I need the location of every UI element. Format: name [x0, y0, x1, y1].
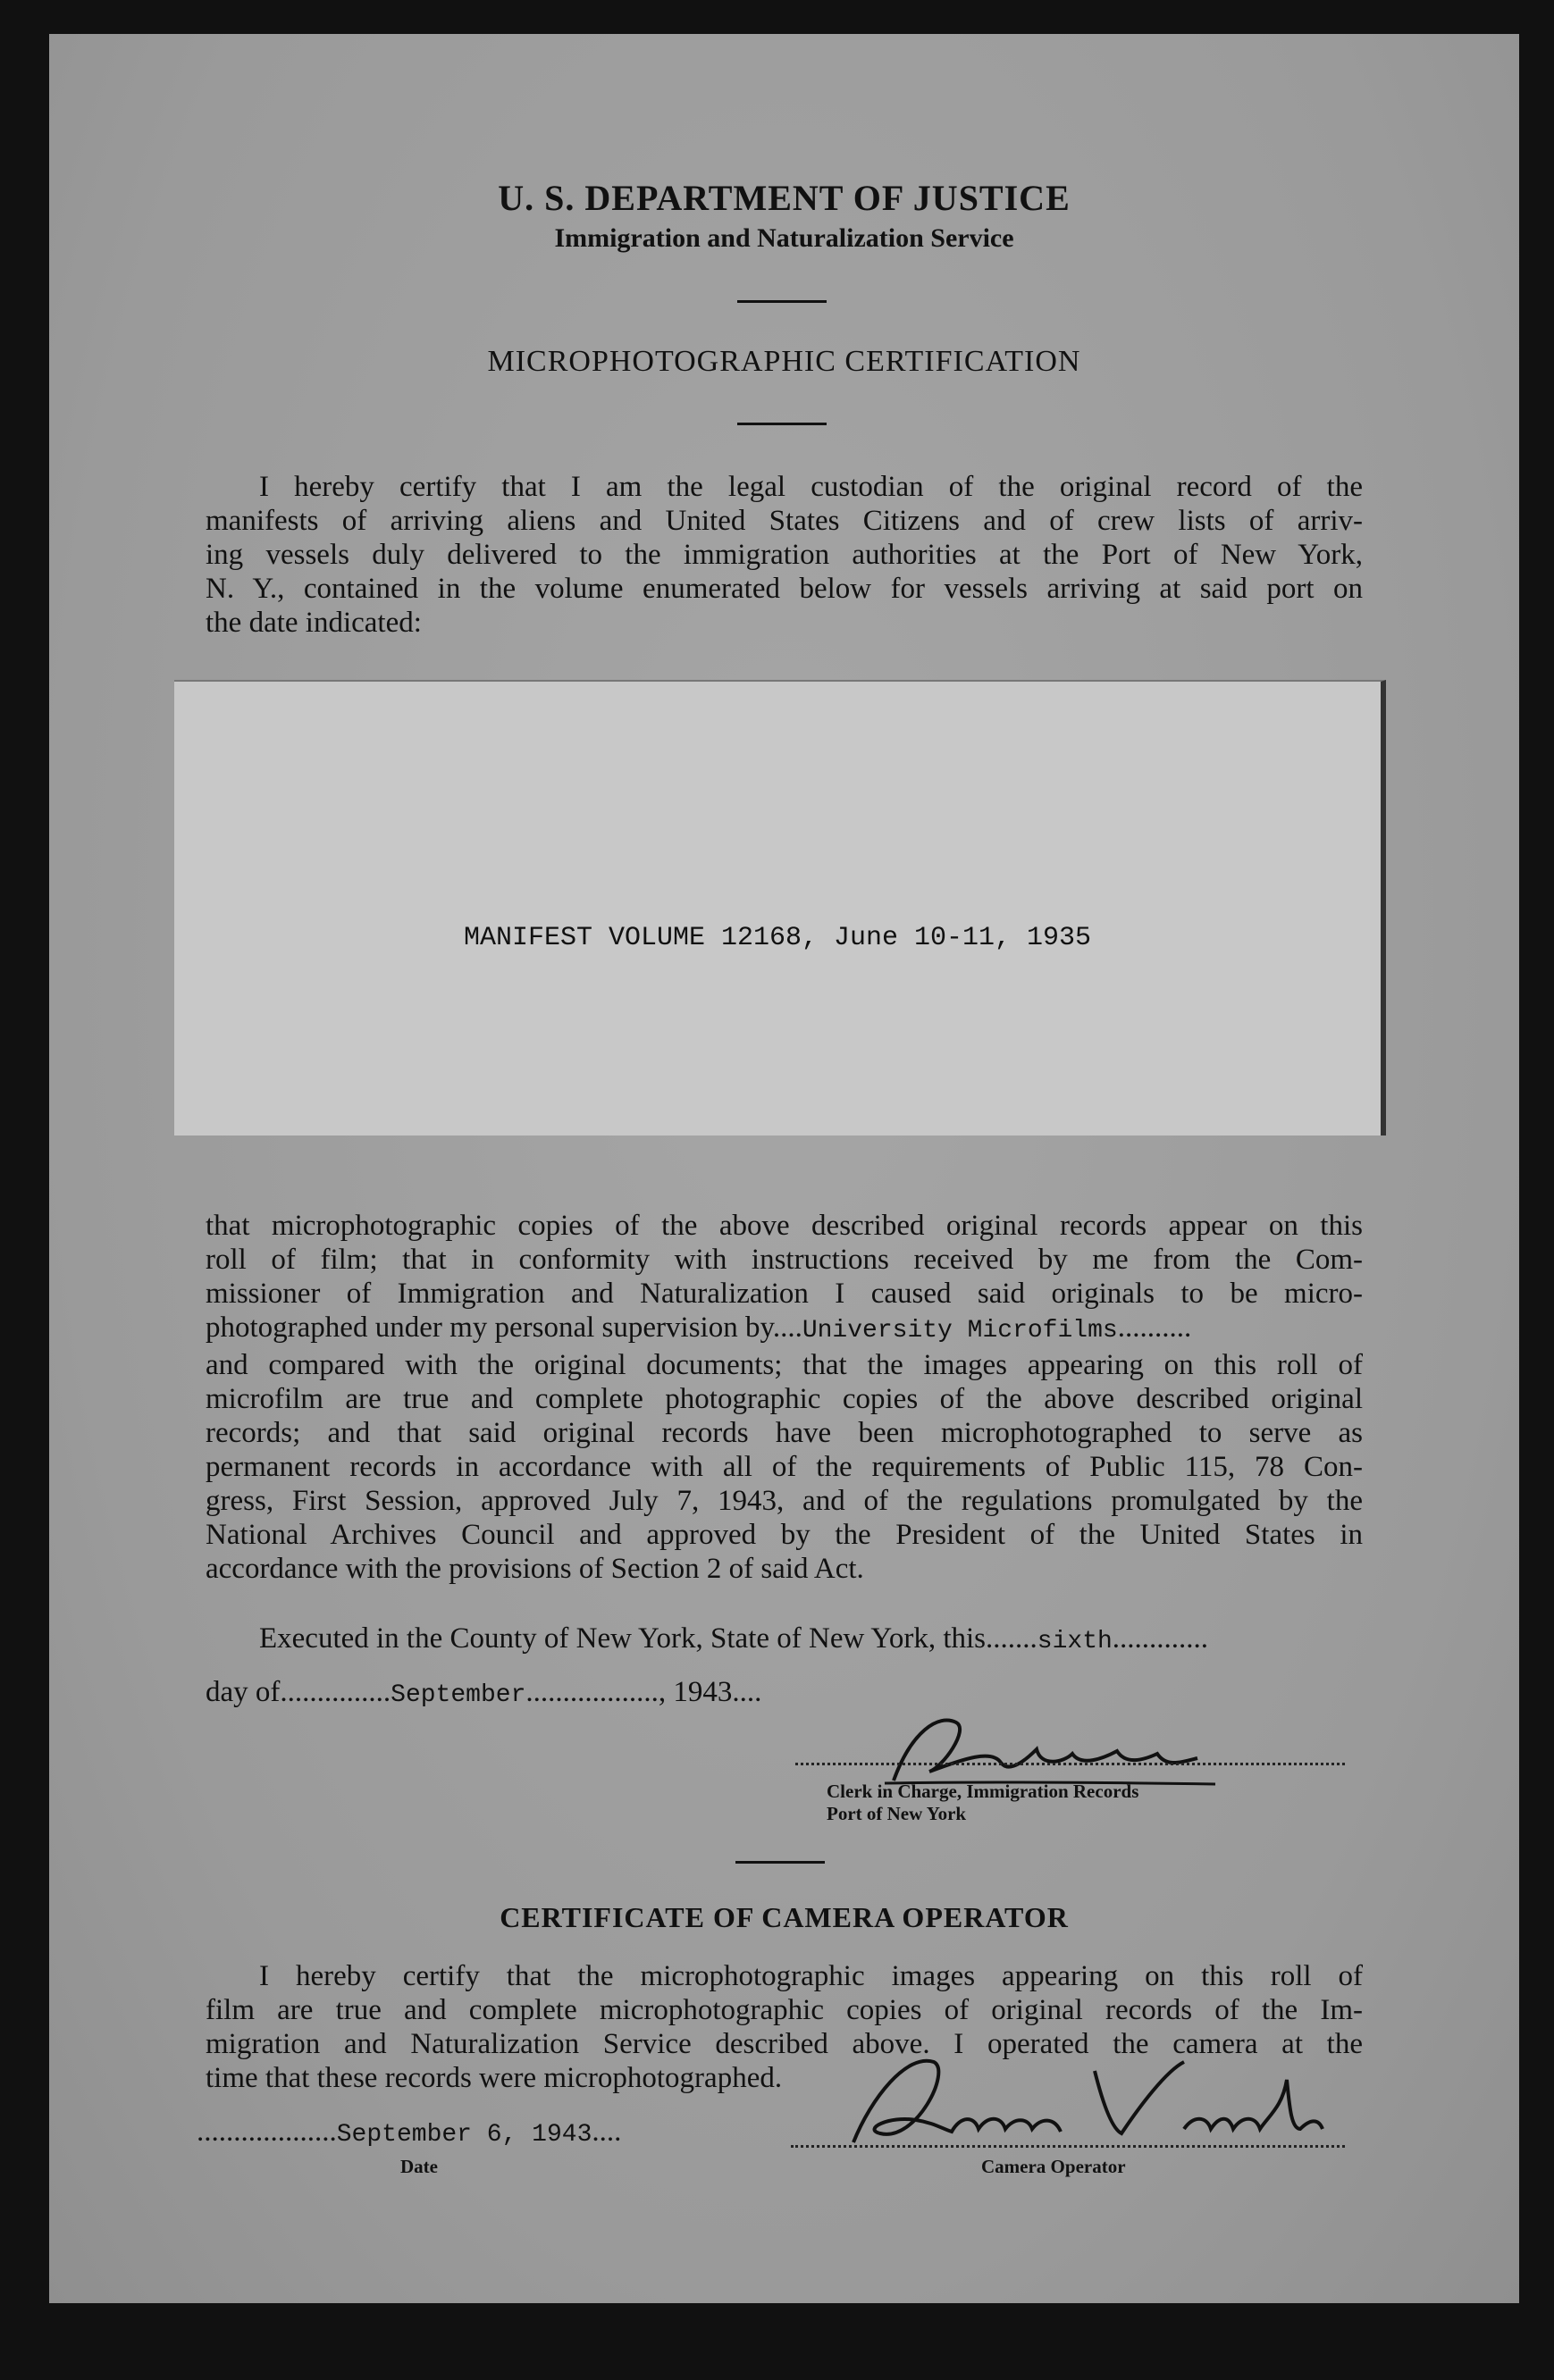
- camera-operator-label: Camera Operator: [981, 2156, 1126, 2177]
- intro-line: manifests of arriving aliens and United States Citizens and of crew lists of arriv-: [206, 505, 1363, 537]
- dot-leader: ....: [772, 1312, 802, 1344]
- dot-leader: .......: [986, 1622, 1037, 1655]
- department-heading: U. S. DEPARTMENT OF JUSTICE: [498, 178, 1071, 218]
- intro-line: N. Y., contained in the volume enumerated below for vessels arriving at said port on: [206, 573, 1363, 605]
- dot-leader: ...............: [280, 1676, 391, 1708]
- body-line: National Archives Council and approved by the President of the United States in: [206, 1519, 1363, 1551]
- camera-operator-signature: [827, 2044, 1327, 2160]
- date-label: Date: [400, 2156, 438, 2177]
- clerk-signature-line: [795, 1763, 1345, 1765]
- clerk-signature: [858, 1696, 1233, 1794]
- body-line: accordance with the provisions of Section 2 of said Act.: [206, 1553, 864, 1585]
- dot-leader: ....: [732, 1676, 762, 1708]
- supervision-value: University Microfilms: [802, 1317, 1118, 1345]
- supervision-line: [206, 1311, 1363, 1348]
- certification-title: MICROPHOTOGRAPHIC CERTIFICATION: [487, 345, 1081, 378]
- executed-prefix: Executed in the County of New York, State of New York, this: [259, 1622, 987, 1655]
- manifest-volume-text: MANIFEST VOLUME 12168, June 10-11, 1935: [463, 923, 1092, 953]
- operator-date-value: September 6, 1943: [336, 2121, 592, 2149]
- operator-line: film are true and complete microphotographic copies of original records of the Im-: [206, 1994, 1363, 2026]
- operator-date-field: [197, 2116, 621, 2149]
- operator-line: migration and Naturalization Service described above. I operated the camera at the: [206, 2028, 1363, 2060]
- divider-rule-bottom: [735, 1861, 825, 1864]
- body-line: records; and that said original records have been microphotographed to serve as: [206, 1417, 1363, 1449]
- dot-leader: ..................: [525, 1676, 659, 1708]
- body-line: missioner of Immigration and Naturalization I caused said originals to be micro-: [206, 1278, 1363, 1310]
- body-line: gress, First Session, approved July 7, 1943, and of the regulations promulgated by the: [206, 1485, 1363, 1517]
- body-line: and compared with the original documents; that the images appearing on this roll of: [206, 1349, 1363, 1381]
- dot-leader: ...................: [197, 2116, 337, 2148]
- body-paragraph: [206, 1209, 1363, 1586]
- executed-year: , 1943: [658, 1676, 733, 1708]
- manifest-insert: [174, 680, 1386, 1136]
- clerk-title-line2: Port of New York: [827, 1803, 967, 1824]
- intro-line: ing vessels duly delivered to the immigration authorities at the Port of New York,: [206, 539, 1363, 571]
- operator-line: I hereby certify that the microphotographic images appearing on this roll of: [259, 1960, 1363, 1992]
- intro-line: I hereby certify that I am the legal custodian of the original record of the: [259, 471, 1363, 503]
- body-line: roll of film; that in conformity with instructions received by me from the Com-: [206, 1244, 1363, 1276]
- operator-cert-title: CERTIFICATE OF CAMERA OPERATOR: [500, 1901, 1069, 1933]
- service-subheading: Immigration and Naturalization Service: [554, 223, 1014, 253]
- body-line: that microphotographic copies of the above described original records appear on this: [206, 1210, 1363, 1242]
- dot-leader: ..........: [1117, 1312, 1192, 1344]
- dot-leader: .............: [1112, 1622, 1209, 1655]
- day-of-line: [206, 1676, 761, 1709]
- body-line: permanent records in accordance with all of the requirements of Public 115, 78 Con-: [206, 1451, 1363, 1483]
- body-line: microfilm are true and complete photographic copies of the above described original: [206, 1383, 1363, 1415]
- executed-month-value: September: [391, 1681, 526, 1709]
- divider-rule-top: [737, 300, 827, 303]
- executed-day-value: sixth: [1037, 1628, 1113, 1655]
- divider-rule-middle: [737, 423, 827, 425]
- dot-leader: ....: [592, 2116, 622, 2148]
- supervision-prefix: photographed under my personal supervision by: [206, 1312, 773, 1344]
- clerk-title-line1: Clerk in Charge, Immigration Records: [827, 1781, 1139, 1802]
- certificate-sheet: [49, 34, 1519, 2303]
- intro-paragraph: [206, 470, 1363, 640]
- operator-signature-line: [791, 2145, 1345, 2148]
- operator-line: time that these records were microphotographed.: [206, 2062, 783, 2094]
- intro-line: the date indicated:: [206, 607, 422, 639]
- day-of-label: day of: [206, 1676, 281, 1708]
- executed-line: [259, 1622, 1208, 1655]
